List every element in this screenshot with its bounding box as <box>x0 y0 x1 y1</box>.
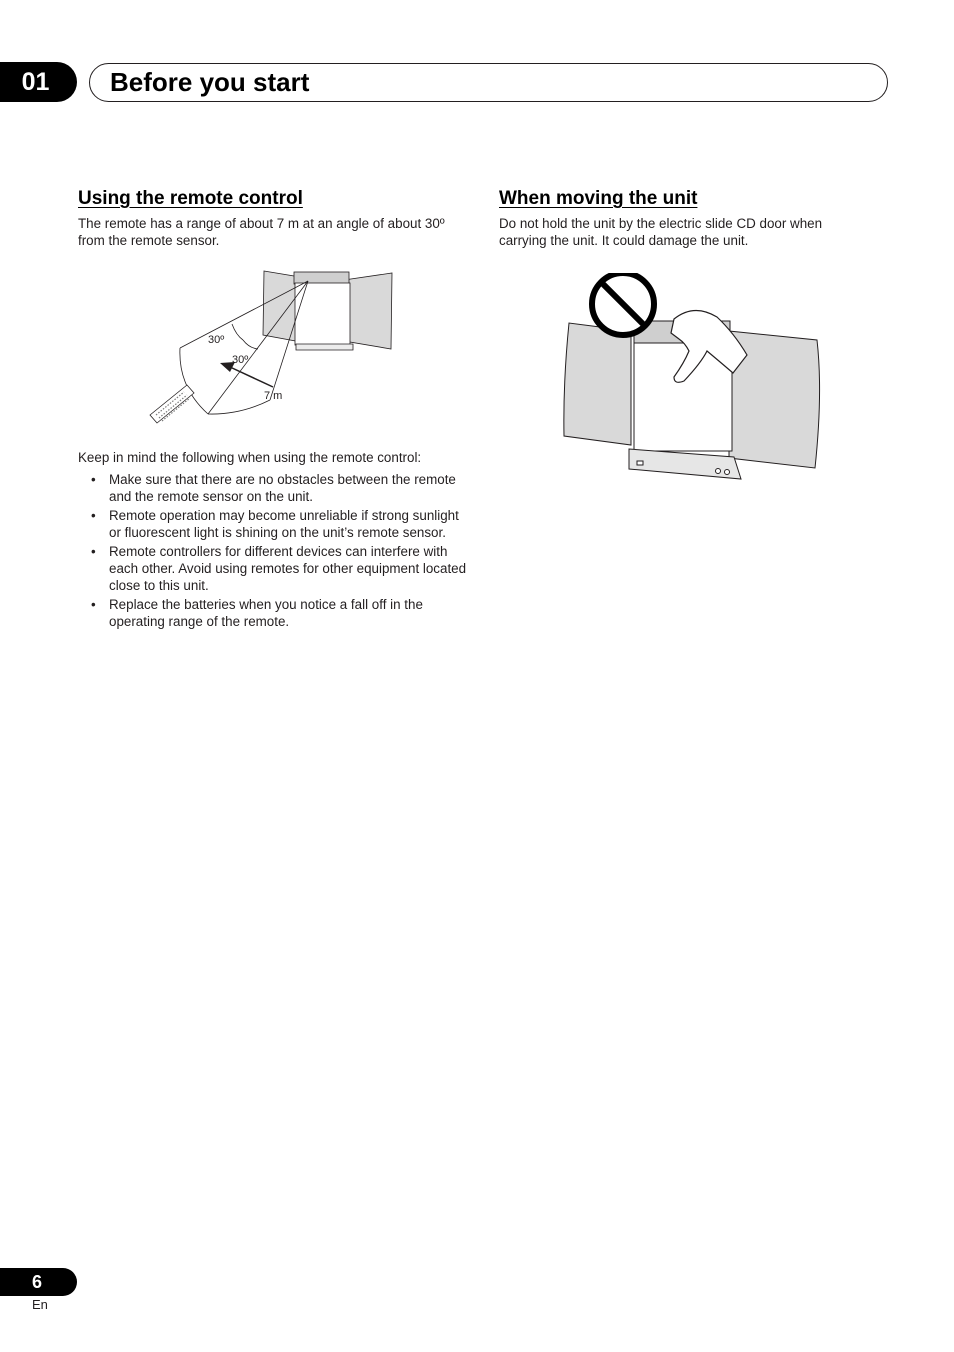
angle-label-bottom: 30º <box>232 354 249 366</box>
remote-range-illustration <box>140 269 460 434</box>
chapter-number-badge: 01 <box>0 62 77 102</box>
list-item: • Make sure that there are no obstacles between the remote and the remote sensor on the unit. <box>78 471 468 505</box>
moving-unit-text: Do not hold the unit by the electric slide CD door when carrying the unit. It could damage the unit. <box>499 216 823 248</box>
unit-drawing <box>263 271 392 350</box>
remote-control-heading: Using the remote control <box>78 188 303 209</box>
remote-control-drawing <box>150 385 194 423</box>
prohibited-icon <box>592 273 654 335</box>
moving-unit-heading: When moving the unit <box>499 188 698 209</box>
moving-unit-illustration <box>559 273 829 488</box>
remote-control-section <box>78 186 468 632</box>
list-item: • Remote operation may become unreliable if strong sunlight or fluorescent light is shining on the unit’s remote sensor. <box>78 507 468 541</box>
moving-unit-section <box>499 186 869 488</box>
remote-range-text: The remote has a range of about 7 m at an angle of about 30º from the remote sensor. <box>78 216 445 248</box>
page-number: 6 <box>0 1268 77 1296</box>
language-code: En <box>32 1297 48 1312</box>
keep-in-mind-text: Keep in mind the following when using the remote control: <box>78 450 422 465</box>
angle-label-top: 30º <box>208 334 225 346</box>
list-item: • Replace the batteries when you notice a fall off in the operating range of the remote. <box>78 596 468 630</box>
chapter-title: Before you start <box>110 67 310 97</box>
list-item: • Remote controllers for different devices can interfere with each other. Avoid using remotes for other equipment located close to this unit. <box>78 543 468 594</box>
remote-tips-list <box>78 471 468 630</box>
distance-label: 7 m <box>264 390 283 402</box>
chapter-title-bar <box>89 63 888 102</box>
